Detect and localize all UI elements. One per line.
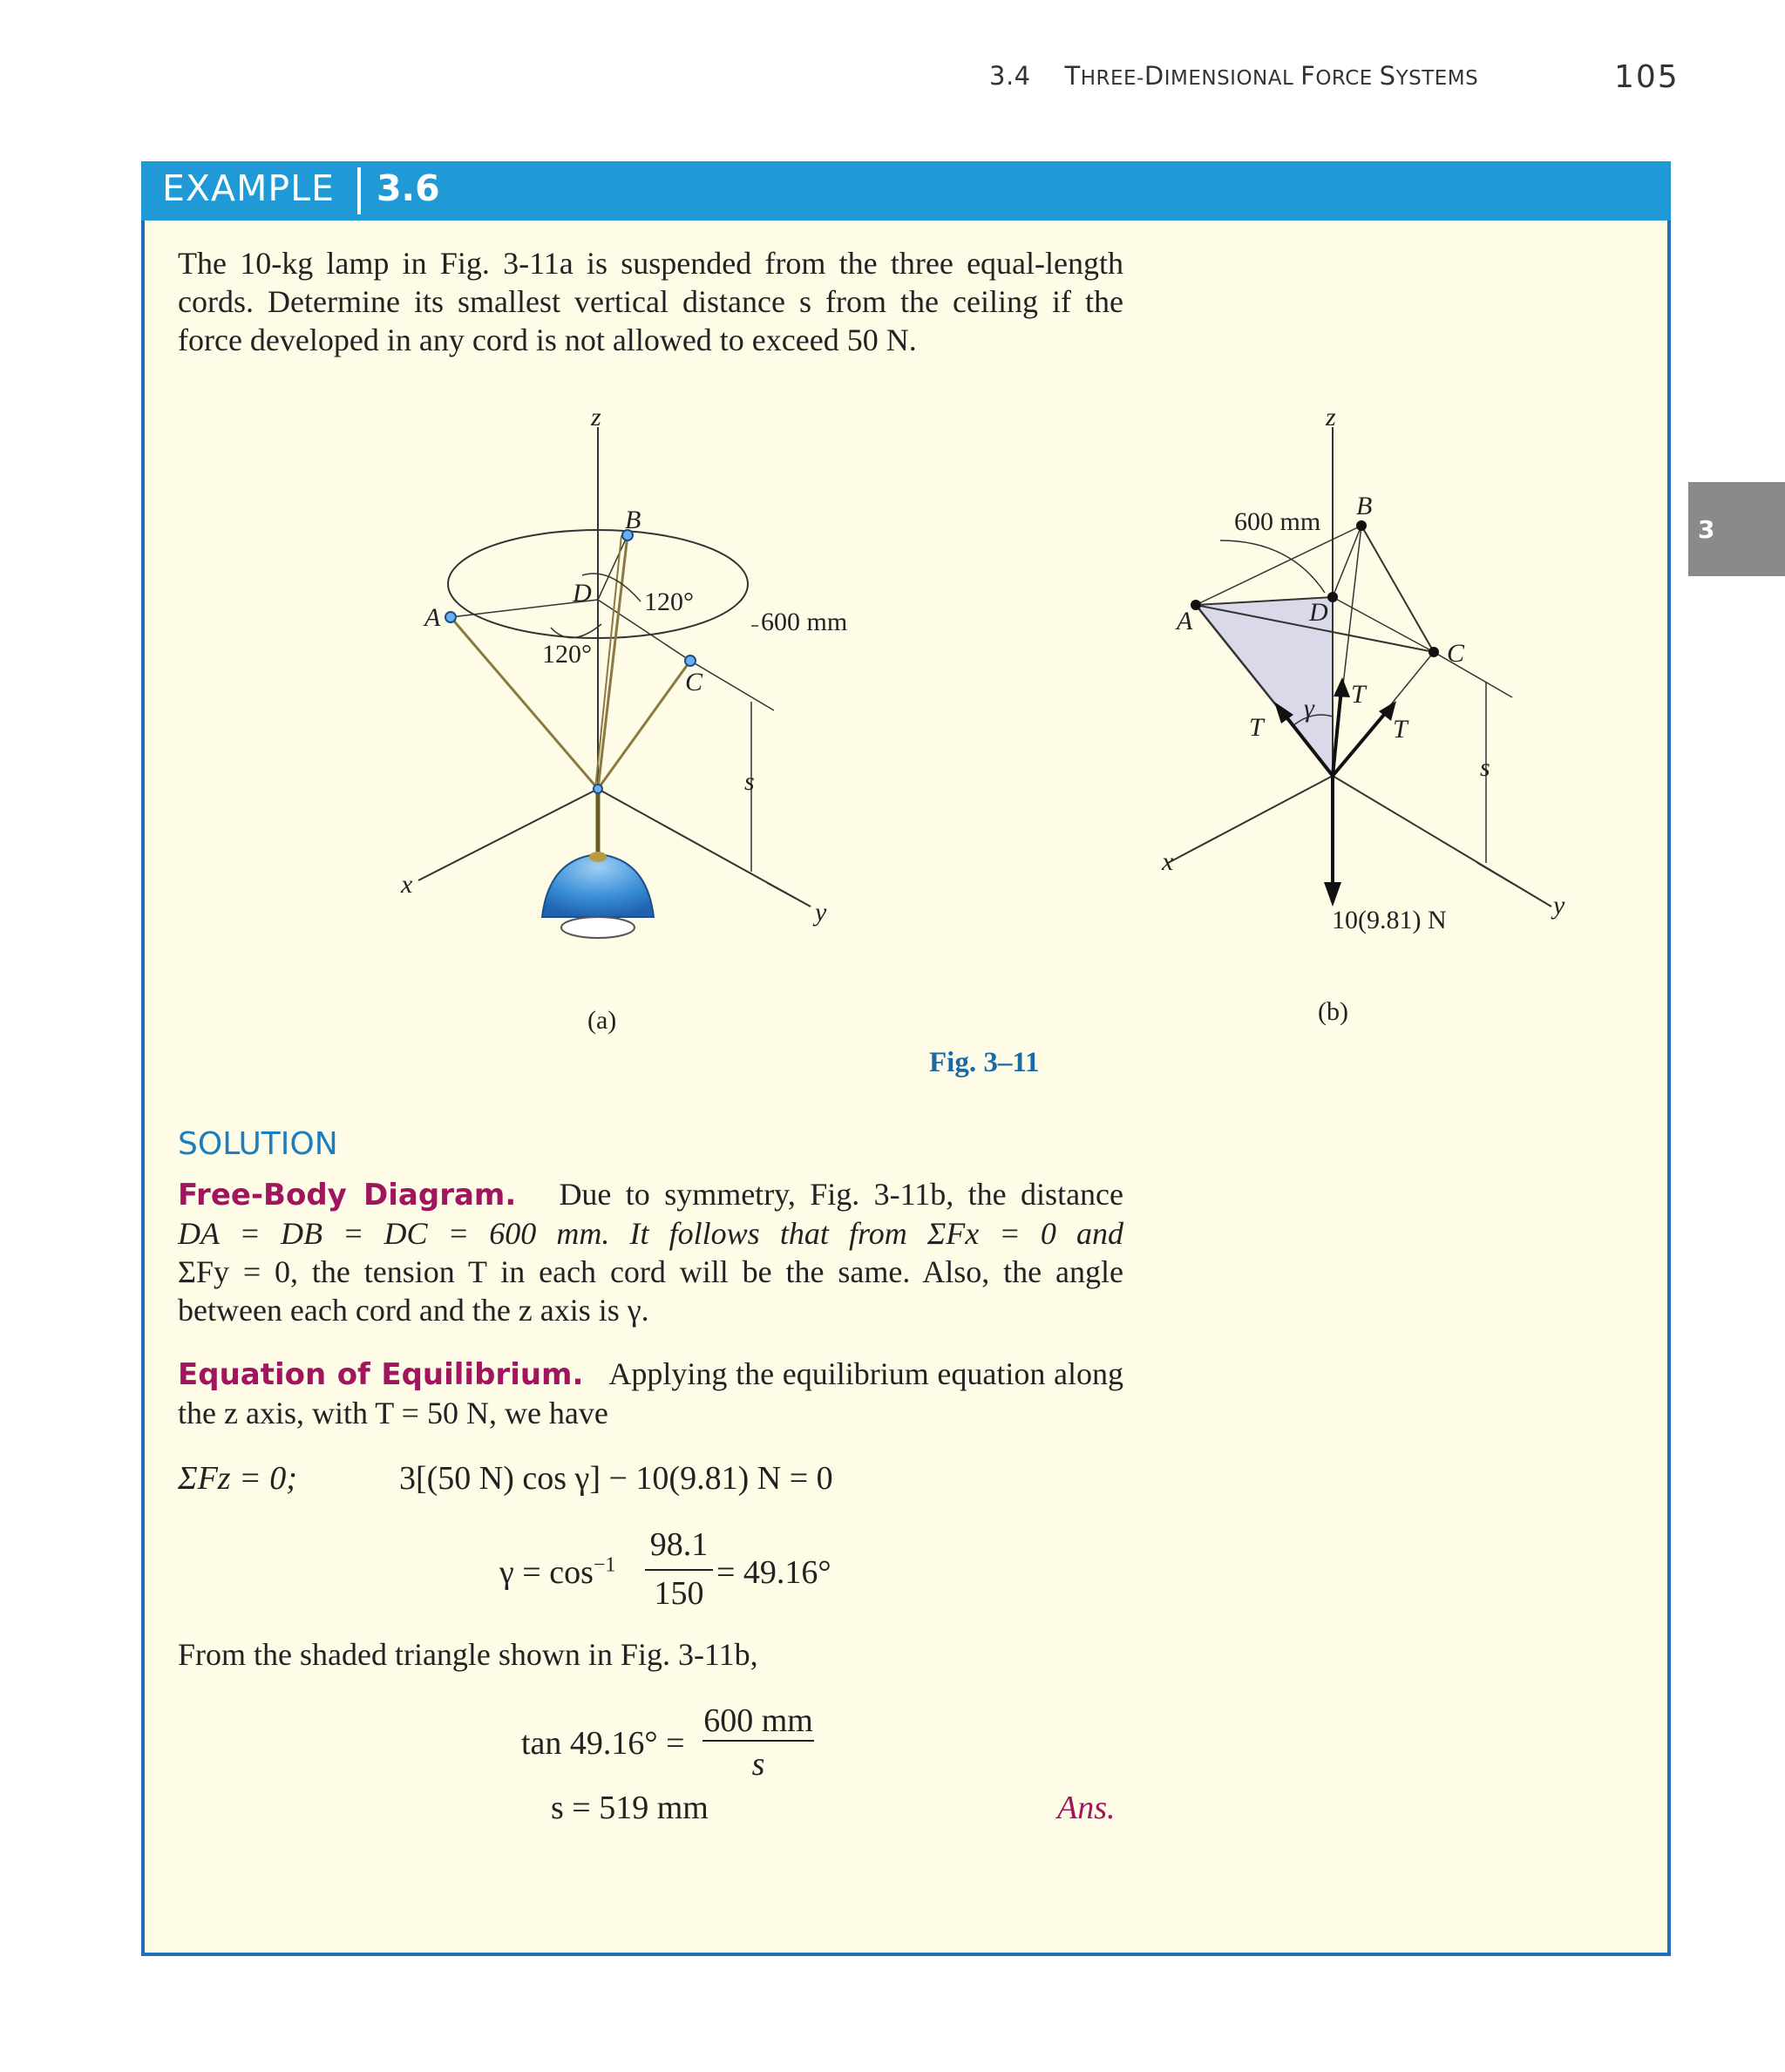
equation-3-left: tan 49.16° =	[521, 1725, 685, 1762]
figure-a	[366, 384, 889, 1046]
equation-2-denominator: 150	[654, 1575, 704, 1612]
example-label: EXAMPLE	[162, 167, 335, 209]
equation-3-denominator: s	[751, 1746, 765, 1783]
equation-2-right: = 49.16°	[716, 1554, 831, 1591]
label-x: x	[401, 870, 413, 899]
point-c-marker	[685, 656, 696, 666]
fbd-paragraph	[178, 1175, 1123, 1329]
lamp-bulb	[561, 917, 635, 938]
caption-a: (a)	[587, 1006, 617, 1035]
label-c: C	[685, 668, 703, 696]
angle-label-2: 120°	[542, 640, 592, 669]
equation-4: s = 519 mm	[551, 1790, 709, 1826]
label-z: z	[1326, 403, 1336, 431]
label-b: B	[625, 506, 641, 534]
section-title: THREE-DIMENSIONAL FORCE SYSTEMS	[1064, 61, 1479, 91]
solution-heading: SOLUTION	[178, 1126, 338, 1162]
point-a-marker	[445, 612, 456, 622]
example-divider	[357, 167, 361, 214]
radius-label: 600 mm	[1234, 507, 1321, 536]
weight-arrowhead	[1324, 882, 1341, 907]
label-d: D	[1309, 598, 1328, 627]
equation-3-numerator: 600 mm	[703, 1702, 813, 1739]
equation-1-label: ΣFz = 0;	[178, 1460, 297, 1497]
example-header-bar	[141, 161, 1671, 221]
t-label-a: T	[1249, 713, 1264, 742]
label-c: C	[1447, 639, 1465, 668]
label-z: z	[591, 403, 601, 431]
triangle-sentence: From the shaded triangle shown in Fig. 3-11b,	[178, 1637, 758, 1672]
answer-marker: Ans.	[1057, 1790, 1116, 1826]
s-label: s	[1480, 753, 1490, 782]
running-head	[989, 61, 1478, 91]
fbd-line-2: DA = DB = DC = 600 mm. It follows that from ΣFx = 0 and	[178, 1216, 1123, 1251]
t-label-c: T	[1393, 715, 1408, 744]
problem-line: force developed in any cord is not allowed to exceed 50 N.	[178, 323, 917, 357]
figure-caption: Fig. 3–11	[929, 1047, 1040, 1078]
point-b-marker	[1356, 520, 1367, 531]
eq-line-2: the z axis, with T = 50 N, we have	[178, 1396, 608, 1430]
eq-title: Equation of Equilibrium.	[178, 1357, 584, 1392]
cord-junction	[594, 785, 602, 793]
gamma-label: γ	[1304, 694, 1314, 723]
s-label: s	[744, 767, 755, 796]
equation-2-left: $\gamma = \cos^{-1}$	[499, 1553, 616, 1591]
chapter-tab: 3	[1688, 482, 1785, 576]
fbd-title: Free-Body Diagram.	[178, 1178, 517, 1213]
fraction-bar-1	[645, 1569, 713, 1571]
fbd-line-1: Free-Body Diagram. Due to symmetry, Fig. 3-11b, the distance	[178, 1177, 1124, 1213]
label-a: A	[424, 603, 441, 632]
label-b: B	[1356, 492, 1373, 520]
equilibrium-paragraph	[178, 1355, 1123, 1432]
weight-label: 10(9.81) N	[1332, 906, 1447, 934]
label-y: y	[1553, 891, 1565, 920]
eq-line-1: Equation of Equilibrium. Applying the equilibrium equation along	[178, 1356, 1123, 1392]
label-y: y	[815, 898, 827, 927]
problem-line: The 10-kg lamp in Fig. 3-11a is suspended from the three equal-length	[178, 246, 1123, 281]
point-d-marker	[1327, 592, 1338, 602]
angle-label-1: 120°	[644, 588, 694, 616]
fbd-line-3: ΣFy = 0, the tension T in each cord will be the same. Also, the angle	[178, 1254, 1123, 1289]
section-number: 3.4	[989, 61, 1031, 91]
t-label-b: T	[1351, 680, 1366, 709]
fraction-bar-2	[702, 1740, 814, 1742]
label-a: A	[1177, 607, 1193, 635]
problem-statement	[178, 244, 1123, 359]
equation-2-numerator: 98.1	[649, 1526, 709, 1563]
x-axis	[1168, 776, 1333, 863]
point-c-marker	[1429, 647, 1439, 657]
lamp-shade	[542, 854, 654, 917]
fbd-line-4: between each cord and the z axis is γ.	[178, 1293, 649, 1328]
figure-b	[1133, 384, 1621, 1046]
label-x: x	[1162, 847, 1174, 876]
t-arrowhead-b	[1334, 677, 1350, 697]
equation-1: 3[(50 N) cos γ] − 10(9.81) N = 0	[399, 1460, 833, 1497]
label-d: D	[573, 579, 592, 608]
radius-label: 600 mm	[761, 608, 848, 636]
example-number: 3.6	[377, 167, 440, 209]
caption-b: (b)	[1318, 997, 1348, 1026]
problem-line: cords. Determine its smallest vertical distance s from the ceiling if the	[178, 284, 1123, 319]
page-number: 105	[1614, 59, 1680, 95]
